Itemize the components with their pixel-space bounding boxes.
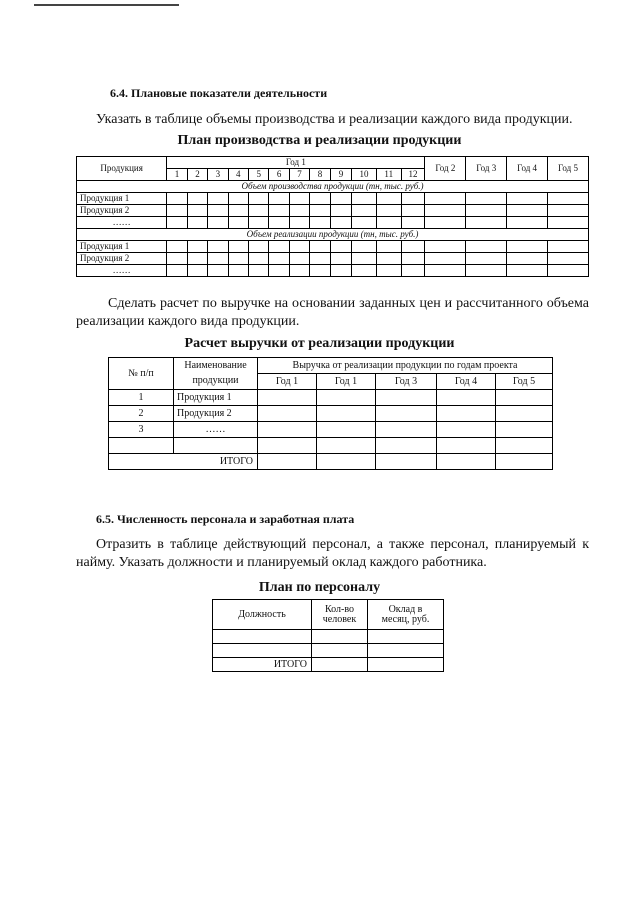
top-rule	[34, 4, 179, 6]
year-header: Год 1	[258, 374, 317, 390]
table-cell	[547, 253, 588, 265]
table-cell	[401, 217, 425, 229]
product-name-cell: ……	[77, 265, 167, 277]
table-cell	[425, 217, 466, 229]
table-cell	[269, 241, 289, 253]
month-header: 3	[208, 169, 228, 181]
production-plan-table	[76, 156, 589, 277]
table-cell	[507, 241, 548, 253]
table-cell	[496, 438, 553, 454]
table-cell	[466, 217, 507, 229]
table-cell	[368, 658, 444, 672]
table-cell	[228, 205, 248, 217]
table-cell	[167, 193, 187, 205]
product-name-cell: ……	[77, 217, 167, 229]
table-cell	[249, 253, 269, 265]
row-number-cell: 2	[109, 406, 174, 422]
month-header: 7	[289, 169, 309, 181]
table-cell	[258, 454, 317, 470]
table-cell	[167, 217, 187, 229]
table-cell	[187, 253, 207, 265]
table-cell	[466, 205, 507, 217]
table-cell	[352, 193, 377, 205]
table-cell	[317, 454, 376, 470]
table-cell	[376, 454, 437, 470]
table-cell	[167, 265, 187, 277]
row-number-cell	[109, 438, 174, 454]
product-name-cell: Продукция 1	[77, 241, 167, 253]
month-header: 6	[269, 169, 289, 181]
table-row	[77, 193, 589, 205]
table-cell	[289, 253, 309, 265]
table-cell	[310, 241, 330, 253]
table-row	[109, 438, 553, 454]
section-row-production: Объем производства продукции (тн, тыс. руб.)	[77, 181, 589, 193]
table-cell	[330, 193, 352, 205]
table-cell	[310, 205, 330, 217]
table-cell	[547, 205, 588, 217]
table-cell	[507, 193, 548, 205]
personnel-table	[212, 599, 444, 672]
table-cell	[269, 253, 289, 265]
table-cell	[289, 217, 309, 229]
table-cell	[269, 265, 289, 277]
month-header: 5	[249, 169, 269, 181]
table-cell	[258, 438, 317, 454]
table-cell	[368, 630, 444, 644]
table-cell	[208, 217, 228, 229]
production-table-title: План производства и реализации продукции	[177, 133, 462, 148]
table-cell	[289, 265, 309, 277]
month-header: 2	[187, 169, 207, 181]
section-row-sales: Объем реализации продукции (тн, тыс. руб.)	[77, 229, 589, 241]
year-header: Год 5	[496, 374, 553, 390]
table-cell	[208, 241, 228, 253]
table-cell	[376, 205, 401, 217]
month-header: 4	[228, 169, 248, 181]
col-header-name-1: Наименование	[174, 358, 258, 374]
table-cell	[376, 390, 437, 406]
table-cell	[437, 422, 496, 438]
col-header-year2: Год 2	[425, 157, 466, 181]
table-cell	[258, 422, 317, 438]
year-header: Год 3	[376, 374, 437, 390]
table-cell	[425, 241, 466, 253]
col-header-year5: Год 5	[547, 157, 588, 181]
personnel-table-title: План по персоналу	[258, 580, 381, 595]
product-name-cell: Продукция 1	[174, 390, 258, 406]
table-cell	[425, 265, 466, 277]
table-cell	[352, 253, 377, 265]
table-cell	[330, 205, 352, 217]
table-cell	[289, 241, 309, 253]
table-cell	[368, 644, 444, 658]
section-6-5-heading: 6.5. Численность персонала и заработная плата	[96, 512, 355, 526]
table-row	[109, 406, 553, 422]
table-row	[77, 217, 589, 229]
table-cell	[269, 193, 289, 205]
production-rows	[77, 193, 589, 229]
table-cell	[507, 205, 548, 217]
table-cell	[425, 193, 466, 205]
product-name-cell: Продукция 2	[77, 253, 167, 265]
table-cell	[547, 265, 588, 277]
table-cell	[376, 241, 401, 253]
table-cell	[507, 253, 548, 265]
table-cell	[228, 241, 248, 253]
table-cell	[249, 205, 269, 217]
table-cell	[187, 205, 207, 217]
table-cell	[167, 205, 187, 217]
table-cell	[312, 630, 368, 644]
table-cell	[228, 253, 248, 265]
section-6-4-instruction: Указать в таблице объемы производства и реализации каждого вида продукции.	[96, 112, 573, 127]
month-header: 8	[310, 169, 330, 181]
table-row	[109, 390, 553, 406]
table-cell	[496, 406, 553, 422]
table-cell	[401, 241, 425, 253]
table-cell	[310, 217, 330, 229]
table-cell	[547, 217, 588, 229]
table-cell	[376, 438, 437, 454]
table-row	[77, 205, 589, 217]
product-name-cell: Продукция 2	[174, 406, 258, 422]
col-header-revenue: Выручка от реализации продукции по годам проекта	[258, 358, 553, 374]
table-cell	[312, 644, 368, 658]
table-cell	[187, 193, 207, 205]
table-cell	[376, 193, 401, 205]
table-cell	[401, 265, 425, 277]
table-cell	[310, 265, 330, 277]
section-6-5-text-line2: найму. Указать должности и планируемый оклад каждого работника.	[76, 555, 487, 570]
table-cell	[269, 205, 289, 217]
table-cell	[376, 217, 401, 229]
table-cell	[258, 390, 317, 406]
table-cell	[317, 390, 376, 406]
table-cell	[376, 422, 437, 438]
month-header: 9	[330, 169, 352, 181]
table-cell	[352, 241, 377, 253]
calc-text-line1: Сделать расчет по выручке на основании заданных цен и рассчитанного объема	[108, 296, 589, 311]
revenue-table-title: Расчет выручки от реализации продукции	[184, 336, 455, 351]
calc-text-line2: реализации каждого вида продукции.	[76, 314, 300, 329]
table-cell	[187, 241, 207, 253]
table-cell	[437, 438, 496, 454]
table-cell	[330, 253, 352, 265]
table-cell	[213, 644, 312, 658]
table-cell	[289, 205, 309, 217]
table-row	[77, 265, 589, 277]
table-cell	[547, 193, 588, 205]
table-cell	[228, 193, 248, 205]
table-cell	[376, 265, 401, 277]
table-cell	[437, 390, 496, 406]
product-name-cell	[174, 438, 258, 454]
col-header-count: Кол-во человек	[312, 600, 368, 630]
table-cell	[258, 406, 317, 422]
product-name-cell: Продукция 1	[77, 193, 167, 205]
table-cell	[317, 406, 376, 422]
table-row	[77, 241, 589, 253]
table-cell	[507, 265, 548, 277]
month-header: 10	[352, 169, 377, 181]
table-cell	[496, 454, 553, 470]
table-cell	[330, 217, 352, 229]
table-cell	[401, 253, 425, 265]
revenue-table	[108, 357, 553, 470]
col-header-number: № п/п	[109, 358, 174, 390]
table-cell	[425, 205, 466, 217]
table-cell	[208, 205, 228, 217]
table-cell	[187, 217, 207, 229]
table-cell	[310, 253, 330, 265]
product-name-cell: Продукция 2	[77, 205, 167, 217]
table-cell	[330, 265, 352, 277]
table-cell	[228, 217, 248, 229]
table-cell	[507, 217, 548, 229]
table-cell	[289, 193, 309, 205]
table-cell	[167, 253, 187, 265]
table-cell	[547, 241, 588, 253]
table-cell	[330, 241, 352, 253]
col-header-position: Должность	[213, 600, 312, 630]
table-cell	[312, 658, 368, 672]
section-6-5-text-line1: Отразить в таблице действующий персонал, а также персонал, планируемый к	[96, 537, 589, 552]
table-cell	[249, 217, 269, 229]
table-cell	[437, 406, 496, 422]
table-cell	[466, 241, 507, 253]
table-cell	[269, 217, 289, 229]
table-row	[109, 422, 553, 438]
table-cell	[208, 265, 228, 277]
table-cell	[213, 630, 312, 644]
table-cell	[352, 205, 377, 217]
table-cell	[228, 265, 248, 277]
table-cell	[317, 422, 376, 438]
revenue-rows	[109, 390, 553, 454]
table-cell	[401, 205, 425, 217]
table-cell	[352, 217, 377, 229]
col-header-year4: Год 4	[507, 157, 548, 181]
product-name-cell: ……	[174, 422, 258, 438]
col-header-product: Продукция	[77, 157, 167, 181]
table-cell	[466, 265, 507, 277]
table-cell	[249, 241, 269, 253]
table-row	[77, 253, 589, 265]
table-cell	[249, 265, 269, 277]
sales-rows	[77, 241, 589, 277]
revenue-total-label: ИТОГО	[109, 454, 258, 470]
year-header: Год 1	[317, 374, 376, 390]
col-header-year1: Год 1	[167, 157, 425, 169]
section-6-4-heading: 6.4. Плановые показатели деятельности	[110, 86, 328, 100]
table-cell	[187, 265, 207, 277]
month-header: 11	[376, 169, 401, 181]
col-header-name-2: продукции	[174, 374, 258, 390]
table-cell	[376, 253, 401, 265]
table-cell	[310, 193, 330, 205]
table-cell	[401, 193, 425, 205]
col-header-year3: Год 3	[466, 157, 507, 181]
table-cell	[466, 193, 507, 205]
personnel-total-label: ИТОГО	[213, 658, 312, 672]
table-cell	[208, 193, 228, 205]
table-cell	[466, 253, 507, 265]
table-cell	[352, 265, 377, 277]
table-cell	[249, 193, 269, 205]
col-header-salary: Оклад в месяц, руб.	[368, 600, 444, 630]
row-number-cell: 1	[109, 390, 174, 406]
table-cell	[496, 422, 553, 438]
table-cell	[437, 454, 496, 470]
month-header: 12	[401, 169, 425, 181]
table-cell	[376, 406, 437, 422]
table-cell	[425, 253, 466, 265]
month-header: 1	[167, 169, 187, 181]
table-cell	[496, 390, 553, 406]
table-cell	[317, 438, 376, 454]
year-header: Год 4	[437, 374, 496, 390]
table-cell	[208, 253, 228, 265]
table-cell	[167, 241, 187, 253]
row-number-cell: 3	[109, 422, 174, 438]
